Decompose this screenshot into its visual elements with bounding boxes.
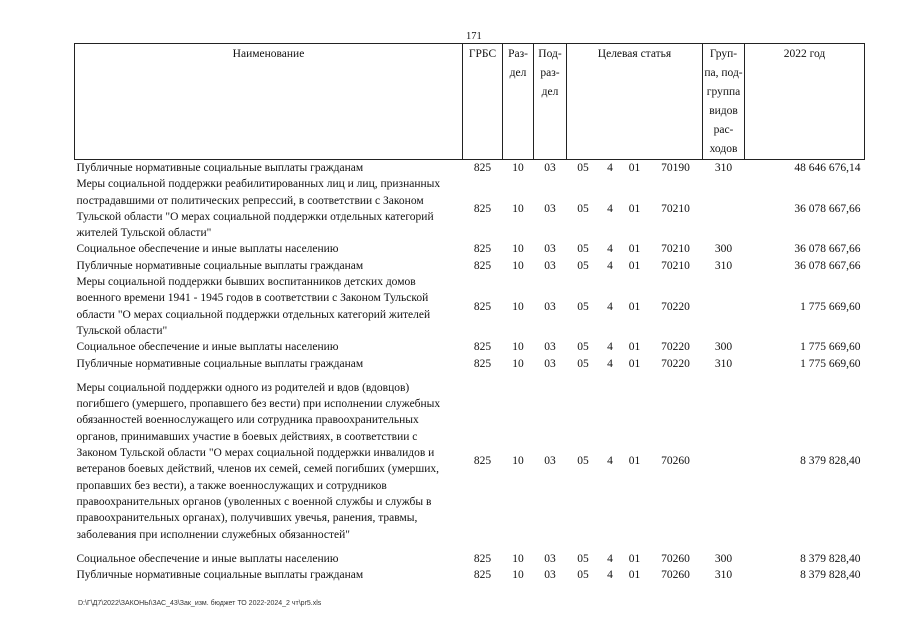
row-razdel: 10 <box>512 162 524 174</box>
row-expense-type: 300 <box>714 552 733 565</box>
header-expense-type: Груп- па, под- группа видов рас- ходов <box>703 44 745 160</box>
row-target-type: 4 <box>607 202 613 215</box>
row-razdel: 10 <box>512 243 524 256</box>
row-razdel: 10 <box>512 552 524 565</box>
row-razdel: 10 <box>512 259 524 272</box>
row-target-program: 05 <box>577 162 589 174</box>
row-target-program: 05 <box>577 202 589 215</box>
row-target-type: 4 <box>607 162 613 174</box>
row-razdel: 10 <box>512 569 524 582</box>
table-row <box>75 258 865 274</box>
table-row <box>75 567 865 583</box>
row-target-direction: 70260 <box>661 569 690 582</box>
row-target-type: 4 <box>607 243 613 256</box>
row-expense-type: 310 <box>714 357 733 370</box>
page-number: 171 <box>466 31 482 42</box>
row-target-direction: 70210 <box>661 243 690 256</box>
row-target-direction: 70260 <box>661 455 690 468</box>
table-row <box>75 551 865 567</box>
row-name: Социальное обеспечение и иные выплаты населению <box>76 243 339 256</box>
row-name: Публичные нормативные социальные выплаты гражданам <box>76 357 364 370</box>
row-target-type: 4 <box>607 300 613 313</box>
header-name: Наименование <box>75 44 463 160</box>
row-target-direction: 70220 <box>661 341 690 354</box>
file-path-footer: D:\Г\Д7\2022\ЗАКОНЫ\ЗАС_43\Зак_изм. бюджет ТО 2022-2024_2 чт\pr5.xls <box>78 600 322 607</box>
row-target-subprogram: 01 <box>628 341 641 354</box>
row-amount: 48 646 676,14 <box>794 162 861 174</box>
row-podrazdel: 03 <box>544 569 556 582</box>
row-spacer <box>75 543 865 551</box>
row-expense-type: 300 <box>714 341 733 354</box>
row-target-direction: 70220 <box>661 357 690 370</box>
header-podrazdel: Под- раз- дел <box>534 44 567 160</box>
row-grbs: 825 <box>473 300 492 313</box>
row-podrazdel: 03 <box>544 259 556 272</box>
row-name: Публичные нормативные социальные выплаты гражданам <box>76 162 364 174</box>
row-grbs: 825 <box>473 162 492 174</box>
row-podrazdel: 03 <box>544 300 556 313</box>
row-razdel: 10 <box>512 357 524 370</box>
row-name: Меры социальной поддержки бывших воспитанников детских домов военного времени 1941 - 1945 годов в соответствии с Законом Тульской области "О мерах социальной поддержки отдельных категорий жителей Тульской области" <box>76 276 431 337</box>
row-target-type: 4 <box>607 259 613 272</box>
row-podrazdel: 03 <box>544 202 556 215</box>
row-grbs: 825 <box>473 259 492 272</box>
row-grbs: 825 <box>473 552 492 565</box>
row-amount: 1 775 669,60 <box>800 341 861 354</box>
row-razdel: 10 <box>512 202 524 215</box>
row-target-program: 05 <box>577 243 589 256</box>
row-amount: 36 078 667,66 <box>794 259 861 272</box>
table-row <box>75 339 865 355</box>
row-razdel: 10 <box>512 341 524 354</box>
row-expense-type <box>703 274 745 339</box>
row-name: Меры социальной поддержки одного из родителей и вдов (вдовцов) погибшего (умершего, пропавшего без вести) при исполнении служебных обязанностей военнослужащего или сотрудника правоохранительных органов, принимавших участие в боевых действиях, в соответствии с Законом Тульской области "О мерах социальной поддержки инвалидов и ветеранов боевых действий, членов их семей, семей погибших (умерших, пропавших без вести), а также военнослужащих и сотрудников правоохранительных органов (уволенных с военной службы и службы в правоохранительных органах), получивших увечья, ранения, травмы, заболевания при исполнении служебных обязанностей" <box>76 381 441 541</box>
row-target-subprogram: 01 <box>628 552 641 565</box>
row-expense-type: 310 <box>714 162 733 174</box>
row-target-program: 05 <box>577 455 589 468</box>
row-amount: 8 379 828,40 <box>800 455 861 468</box>
row-expense-type: 300 <box>714 243 733 256</box>
row-target-type: 4 <box>607 357 613 370</box>
row-target-type: 4 <box>607 569 613 582</box>
row-target-subprogram: 01 <box>628 569 641 582</box>
row-amount: 36 078 667,66 <box>794 243 861 256</box>
table-body <box>75 160 865 584</box>
row-target-direction: 70220 <box>661 300 690 313</box>
row-amount: 8 379 828,40 <box>800 569 861 582</box>
row-amount: 36 078 667,66 <box>794 202 861 215</box>
row-target-subprogram: 01 <box>628 259 641 272</box>
budget-table-container <box>74 43 864 583</box>
row-podrazdel: 03 <box>544 455 556 468</box>
row-target-subprogram: 01 <box>628 455 641 468</box>
table-row <box>75 160 865 177</box>
header-grbs: ГРБС <box>463 44 503 160</box>
row-amount: 1 775 669,60 <box>800 357 861 370</box>
row-target-program: 05 <box>577 357 589 370</box>
row-target-program: 05 <box>577 569 589 582</box>
row-target-subprogram: 01 <box>628 357 641 370</box>
row-expense-type <box>703 176 745 241</box>
row-target-program: 05 <box>577 341 589 354</box>
row-podrazdel: 03 <box>544 357 556 370</box>
row-target-type: 4 <box>607 455 613 468</box>
row-target-direction: 70210 <box>661 202 690 215</box>
row-grbs: 825 <box>473 243 492 256</box>
row-razdel: 10 <box>512 300 524 313</box>
header-target-article: Целевая статья <box>567 44 703 160</box>
row-spacer <box>75 372 865 380</box>
row-name: Меры социальной поддержки реабилитированных лиц и лиц, признанных пострадавшими от политических репрессий, в соответствии с Законом Тульской области "О мерах социальной поддержки отдельных категорий жителей Тульской области" <box>76 178 441 240</box>
row-target-type: 4 <box>607 552 613 565</box>
row-target-subprogram: 01 <box>628 300 641 313</box>
row-grbs: 825 <box>473 455 492 468</box>
row-grbs: 825 <box>473 357 492 370</box>
row-grbs: 825 <box>473 569 492 582</box>
row-grbs: 825 <box>473 202 492 215</box>
row-name: Публичные нормативные социальные выплаты гражданам <box>76 259 364 272</box>
row-expense-type: 310 <box>714 569 733 582</box>
row-name: Социальное обеспечение и иные выплаты населению <box>76 552 339 565</box>
row-target-program: 05 <box>577 259 589 272</box>
table-row <box>75 356 865 372</box>
row-target-direction: 70190 <box>661 162 690 174</box>
row-name: Социальное обеспечение и иные выплаты населению <box>76 341 339 354</box>
row-amount: 1 775 669,60 <box>800 300 861 313</box>
row-target-type: 4 <box>607 341 613 354</box>
row-target-subprogram: 01 <box>628 243 641 256</box>
header-year: 2022 год <box>745 44 865 160</box>
table-row <box>75 274 865 339</box>
row-target-direction: 70210 <box>661 259 690 272</box>
row-target-subprogram: 01 <box>628 162 641 174</box>
row-target-direction: 70260 <box>661 552 690 565</box>
table-row <box>75 176 865 241</box>
row-razdel: 10 <box>512 455 524 468</box>
row-name: Публичные нормативные социальные выплаты гражданам <box>76 569 364 582</box>
row-target-program: 05 <box>577 300 589 313</box>
row-target-subprogram: 01 <box>628 202 641 215</box>
table-row <box>75 380 865 543</box>
row-expense-type: 310 <box>714 259 733 272</box>
budget-table <box>74 43 865 583</box>
row-podrazdel: 03 <box>544 341 556 354</box>
row-podrazdel: 03 <box>544 243 556 256</box>
row-podrazdel: 03 <box>544 162 556 174</box>
row-podrazdel: 03 <box>544 552 556 565</box>
row-amount: 8 379 828,40 <box>800 552 861 565</box>
table-row <box>75 241 865 257</box>
row-grbs: 825 <box>473 341 492 354</box>
header-razdel: Раз- дел <box>503 44 534 160</box>
table-header-row <box>75 44 865 160</box>
row-target-program: 05 <box>577 552 589 565</box>
row-expense-type <box>703 380 745 543</box>
